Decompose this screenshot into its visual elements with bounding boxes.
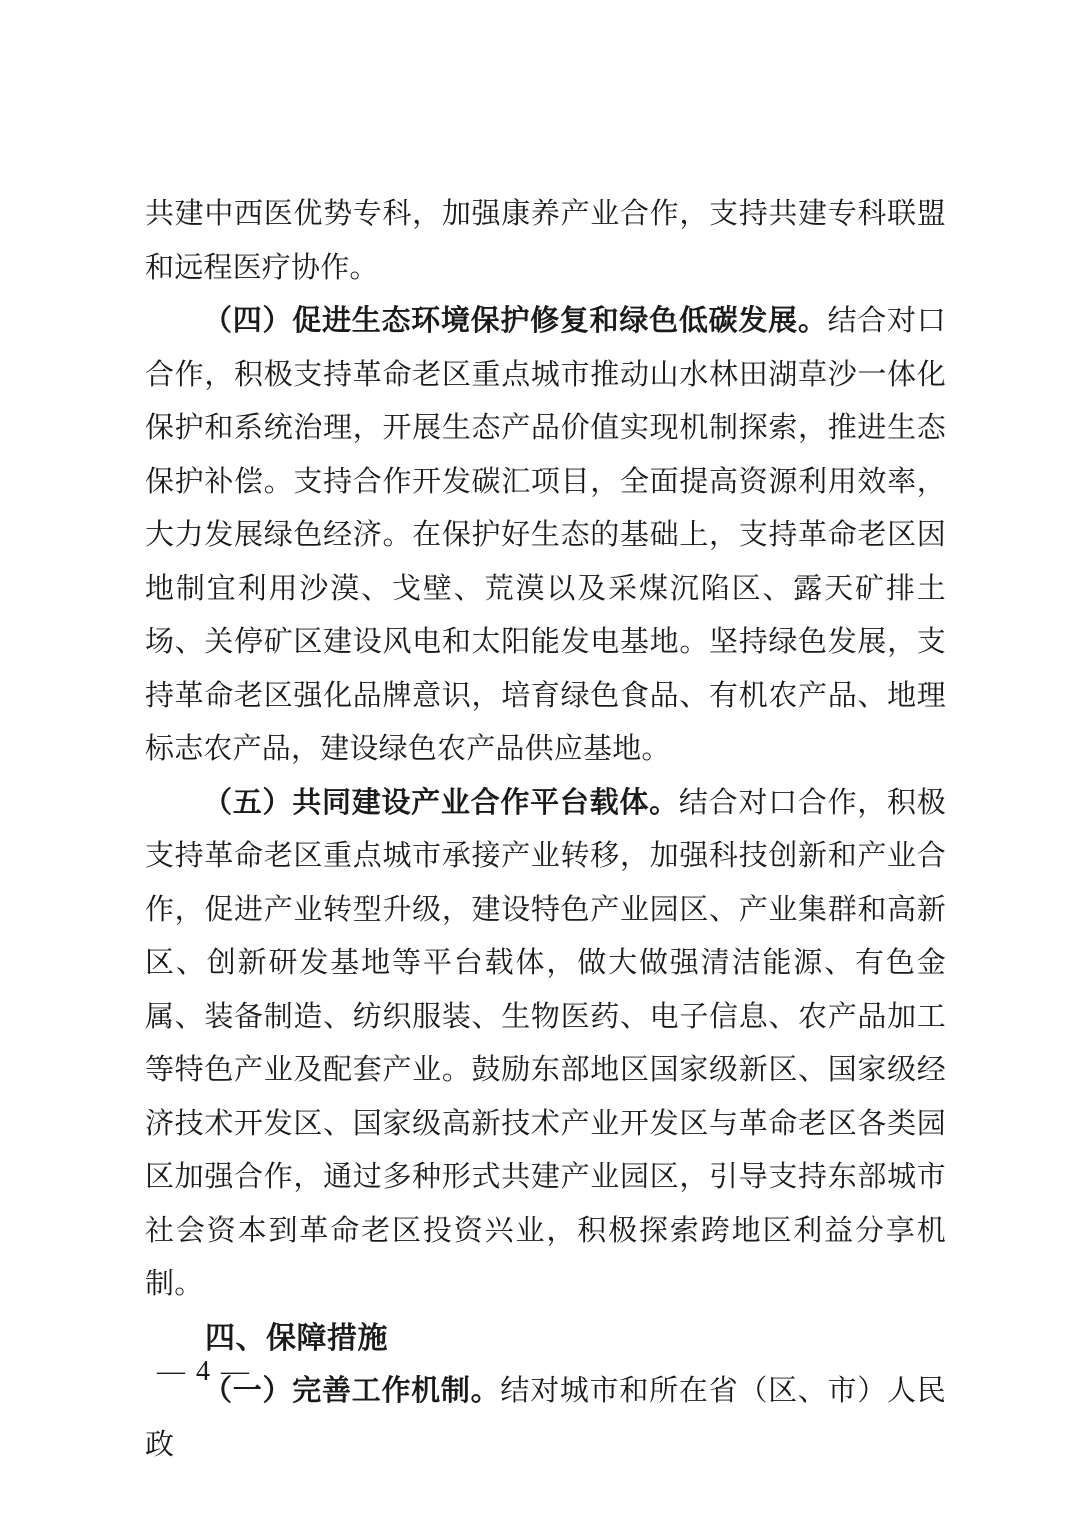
item-lead-5: （五）共同建设产业合作平台载体。	[203, 786, 679, 819]
paragraph-text: 结合对口合作，积极支持革命老区重点城市推动山水林田湖草沙一体化保护和系统治理，开展生态产品价值实现机制探索，推进生态保护补偿。支持合作开发碳汇项目，全面提高资源利用效率，大力发展绿色经济。在保护好生态的基础上，支持革命老区因地制宜利用沙漠、戈壁、荒漠以及采煤沉陷区、露天矿排土场、关停矿区建设风电和太阳能发电基地。坚持绿色发展，支持革命老区强化品牌意识，培育绿色食品、有机农产品、地理标志农产品，建设绿色农产品供应基地。	[145, 305, 946, 765]
section-heading-text: 四、保障措施	[205, 1321, 388, 1355]
paragraph-text: 共建中西医优势专科，加强康养产业合作，支持共建专科联盟和远程医疗协作。	[145, 198, 946, 284]
item-lead-1: （一）完善工作机制。	[203, 1375, 501, 1407]
paragraph-item-1	[145, 1365, 946, 1472]
item-lead-4: （四）促进生态环境保护修复和绿色低碳发展。	[203, 305, 828, 337]
document-body	[145, 188, 946, 1472]
section-heading	[145, 1312, 946, 1366]
page-number: — 4 —	[157, 1356, 251, 1387]
paragraph-item-4	[145, 295, 946, 777]
paragraph-item-5	[145, 777, 946, 1312]
paragraph-text: 结合对口合作，积极支持革命老区重点城市承接产业转移，加强科技创新和产业合作，促进产业转型升级，建设特色产业园区、产业集群和高新区、创新研发基地等平台载体，做大做强清洁能源、有色金属、装备制造、纺织服装、生物医药、电子信息、农产品加工等特色产业及配套产业。鼓励东部地区国家级新区、国家级经济技术开发区、国家级高新技术产业开发区与革命老区各类园区加强合作，通过多种形式共建产业园区，引导支持东部城市社会资本到革命老区投资兴业，积极探索跨地区利益分享机制。	[145, 786, 946, 1300]
paragraph-text: 结对城市和所在省（区、市）人民政	[145, 1375, 946, 1461]
paragraph-continuation	[145, 188, 946, 295]
